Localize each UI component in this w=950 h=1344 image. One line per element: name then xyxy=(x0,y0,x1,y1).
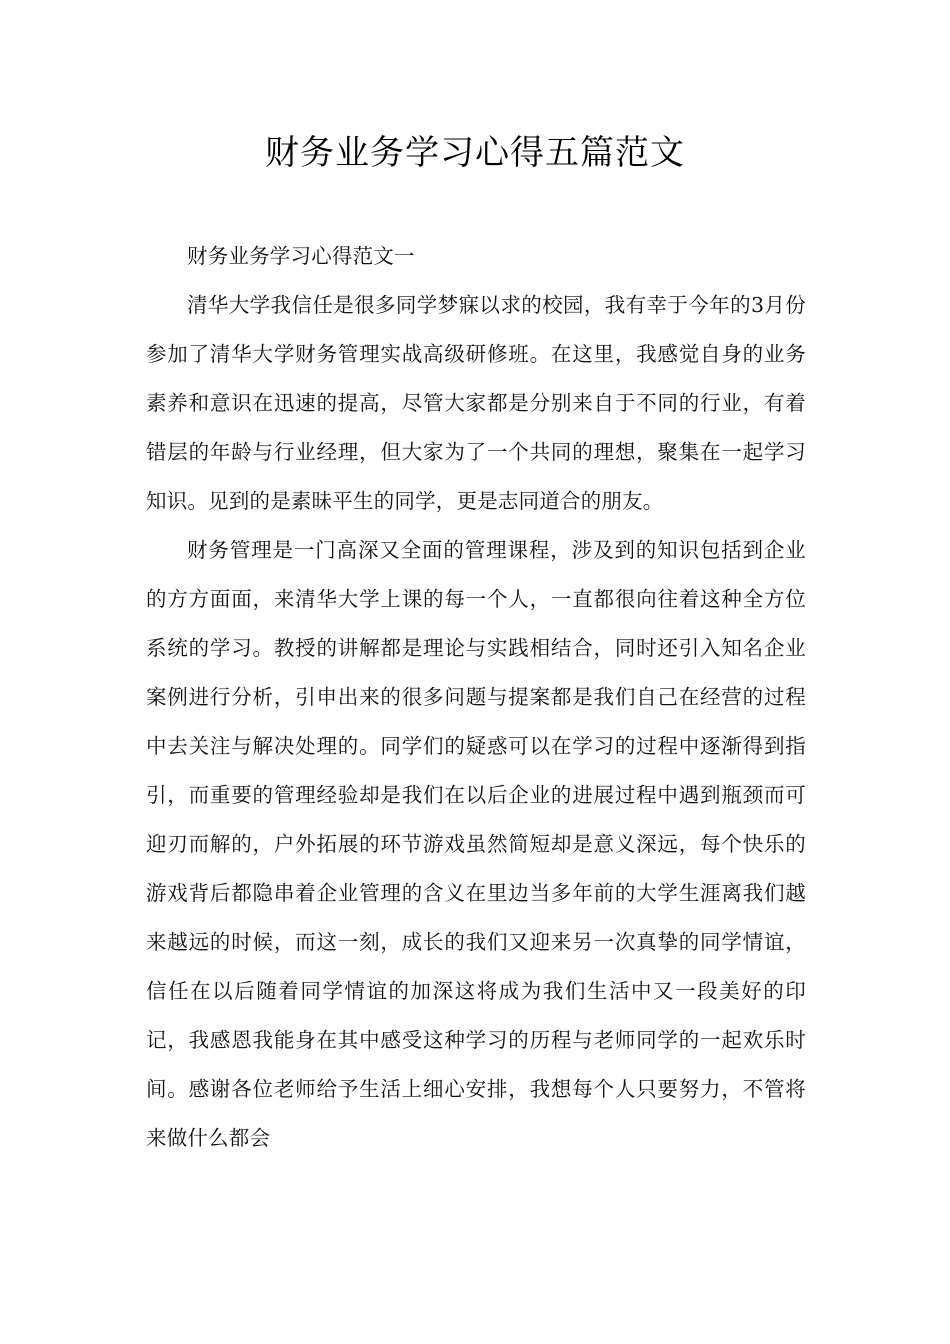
section-heading: 财务业务学习心得范文一 xyxy=(187,244,415,268)
document-title: 财务业务学习心得五篇范文 xyxy=(265,133,685,173)
paragraph: 财务管理是一门高深又全面的管理课程，涉及到的知识包括到企业的方方面面，来清华大学上课的每一个人，一直都很向往着这种全方位系统的学习。教授的讲解都是理论与实践相结合，同时还引入知名企业案例进行分析，引申出来的很多问题与提案都是我们自己在经营的过程中去关注与解决处理的。同学们的疑惑可以在学习的过程中逐渐得到指引，而重要的管理经验却是我们在以后企业的进展过程中遇到瓶颈而可迎刃而解的，户外拓展的环节游戏虽然简短却是意义深远，每个快乐的游戏背后都隐串着企业管理的含义在里边当多年前的大学生涯离我们越来越远的时候，而这一刻，成长的我们又迎来另一次真挚的同学情谊，信任在以后随着同学情谊的加深这将成为我们生活中又一段美好的印记，我感恩我能身在其中感受这种学习的历程与老师同学的一起欢乐时间。感谢各位老师给予生活上细心安排，我想每个人只要努力，不管将来做什么都会 xyxy=(146,538,806,1150)
document-body xyxy=(146,232,806,1163)
paragraph: 清华大学我信任是很多同学梦寐以求的校园，我有幸于今年的3月份参加了清华大学财务管理实战高级研修班。在这里，我感觉自身的业务素养和意识在迅速的提高，尽管大家都是分别来自于不同的行业，有着错层的年龄与行业经理，但大家为了一个共同的理想，聚集在一起学习知识。见到的是素昧平生的同学，更是志同道合的朋友。 xyxy=(146,293,806,513)
